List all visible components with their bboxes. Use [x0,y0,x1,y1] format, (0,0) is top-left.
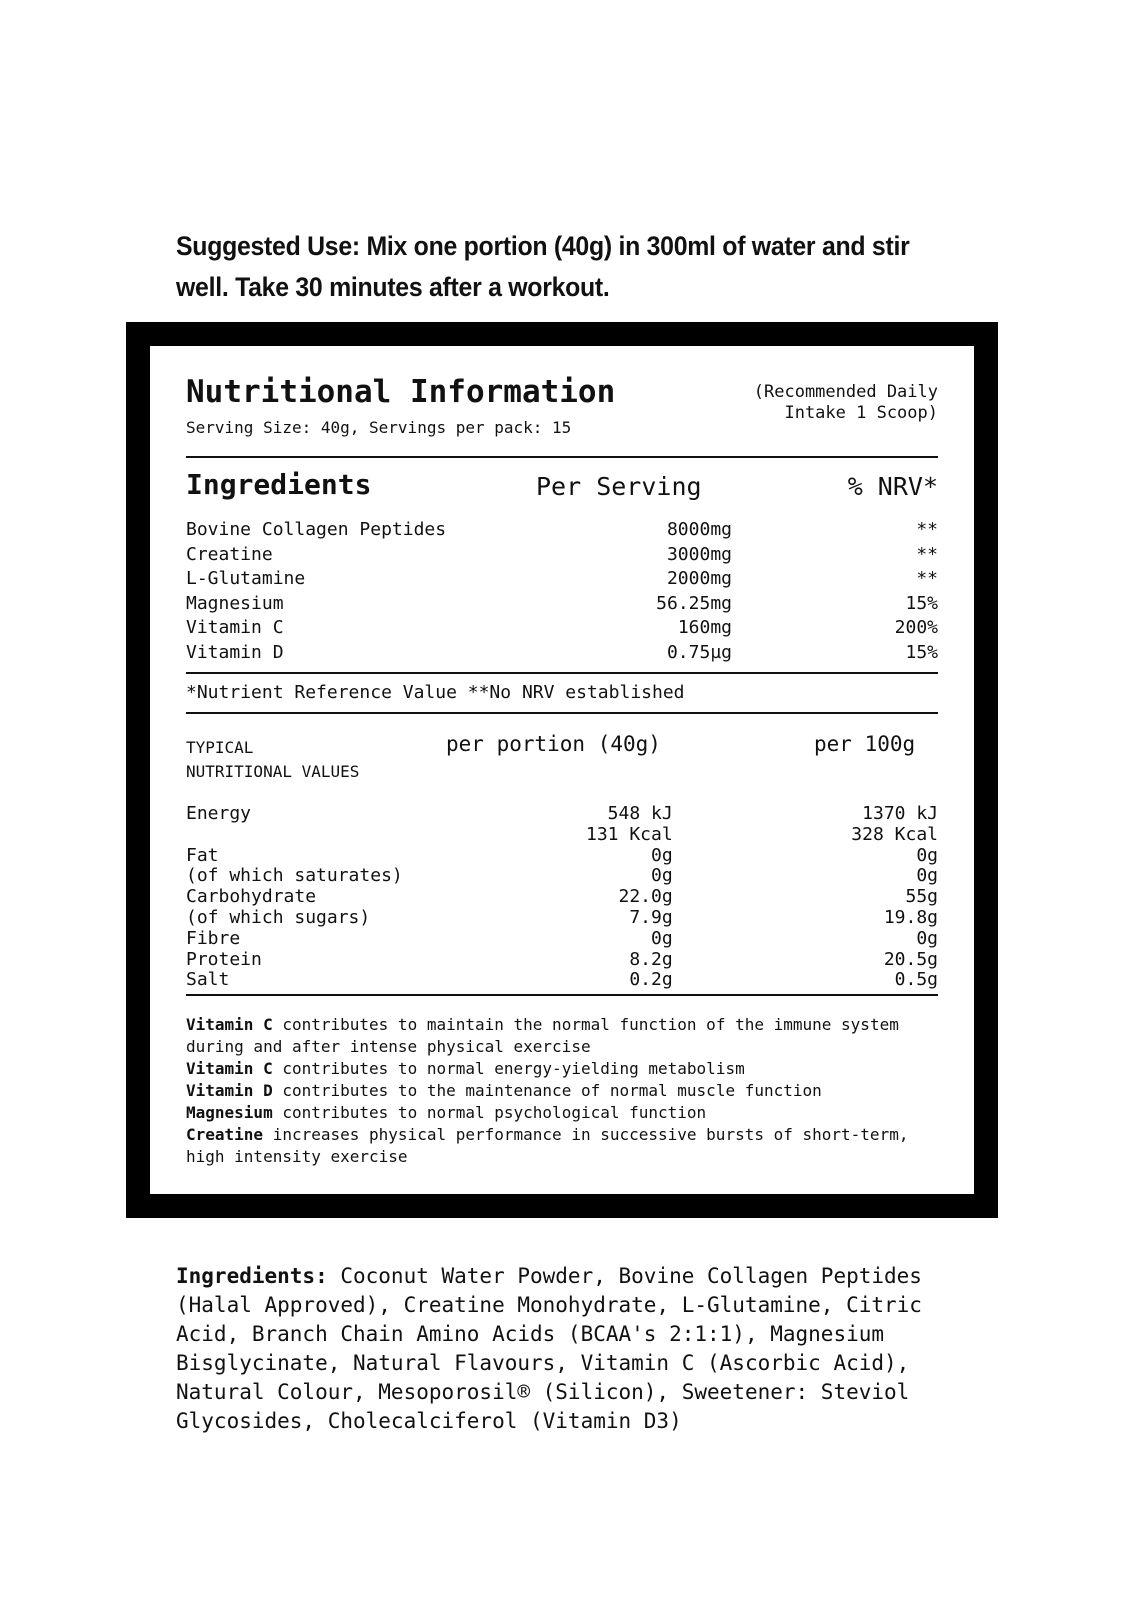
nutrient-name: Energy [186,803,252,824]
ingredient-nrv: ** [916,568,938,589]
ingredient-name: L-Glutamine [186,568,306,589]
ingredient-nrv: ** [916,543,938,565]
per-portion-value: 22.0g [618,886,673,908]
ingredient-name: Magnesium [186,592,284,614]
divider [186,456,938,458]
per-100g-value: 20.5g [883,948,938,970]
per-100g-value: 1370 kJ [862,803,938,824]
ingredients-list [176,1262,976,1436]
health-claim [186,1058,946,1080]
per-portion-value: 548 kJ [607,803,673,824]
ingredient-name: Bovine Collagen Peptides [186,519,447,540]
panel-title: Nutritional Information [186,374,616,410]
ingredient-amount: 0.75µg [666,641,732,663]
nutrition-row [186,970,938,991]
ingredient-row [186,543,938,568]
divider [186,712,938,714]
per-100g-value: 0g [916,844,938,866]
per-portion-value: 0g [651,844,673,866]
claim-text: contributes to normal energy-yielding metabolism [272,1059,745,1078]
divider [186,994,938,996]
typical-line-1: TYPICAL [186,738,254,757]
per-100g-value: 0.5g [894,969,938,991]
nutrient-name: Fat [186,844,219,866]
ingredient-amount: 160mg [677,617,732,638]
claim-text: increases physical performance in successive bursts of short-term, high intensity exercise [186,1125,909,1166]
suggested-use-label: Suggested Use: [176,231,360,261]
ingredient-row [186,592,938,617]
nutrition-table [186,804,938,991]
ingredient-nrv: 15% [905,641,938,663]
claim-nutrient: Vitamin D [186,1081,273,1100]
per-100g-value: 0g [916,865,938,887]
claim-nutrient: Vitamin C [186,1059,273,1078]
nutrient-name: Carbohydrate [186,886,317,908]
ingredient-nrv: 200% [894,617,938,638]
health-claim [186,1124,946,1168]
ingredient-name: Creatine [186,543,273,565]
claim-nutrient: Creatine [186,1125,264,1144]
nutrition-row [186,887,938,908]
per-portion-value: 7.9g [629,906,673,928]
ingredient-nrv: 15% [905,592,938,614]
ingredient-amount: 56.25mg [656,592,732,614]
suggested-use-text: Mix one portion (40g) in 300ml of water and stir well. Take 30 minutes after a workout. [176,231,910,302]
per-serving-header: Per Serving [536,472,702,501]
health-claim [186,1080,946,1102]
ingredient-nrv: ** [916,519,938,540]
health-claim [186,1102,946,1124]
claim-text: contributes to maintain the normal function of the immune system during and after intense physical exercise [186,1015,899,1056]
nutrition-row [186,866,938,887]
per-portion-header: per portion (40g) [446,732,661,756]
ingredient-row [186,518,938,543]
typical-line-2: NUTRITIONAL VALUES [186,762,360,781]
nutrition-row [186,846,938,867]
health-claim [186,1014,946,1058]
per-100g-value: 19.8g [883,906,938,928]
ingredients-list-text: Coconut Water Powder, Bovine Collagen Peptides (Halal Approved), Creatine Monohydrate, L-Glutamine, Citric Acid, Branch Chain Amino Acids (BCAA's 2:1:1), Magnesium Bisglycinate, Natural Flavours, Vitamin C (Ascorbic Acid), Natural Colour, Mesoporosil® (Silicon), Sweetener: Steviol Glycosides, Cholecalciferol (Vitamin D3) [176,1264,922,1433]
serving-size: Serving Size: 40g, Servings per pack: 15 [186,418,572,437]
nutrient-name: (of which sugars) [186,906,371,928]
ingredient-amount: 8000mg [666,519,732,540]
nutrient-name: Protein [186,948,262,970]
nutrient-name: Salt [186,969,230,991]
typical-values-label [186,736,359,784]
ingredient-row [186,567,938,592]
per-portion-value: 0g [651,865,673,887]
health-claims [186,1014,946,1168]
nutrition-row [186,929,938,950]
nutrition-panel-frame [126,322,998,1218]
ingredient-amount: 2000mg [666,568,732,589]
ingredients-table [186,518,938,665]
nutrient-name: (of which saturates) [186,865,403,887]
nutrient-name: Fibre [186,927,241,949]
per-100g-value: 328 Kcal [851,823,938,845]
claim-nutrient: Magnesium [186,1103,273,1122]
nutrition-row [186,950,938,971]
nutrition-row [186,825,938,846]
per-portion-value: 131 Kcal [585,823,673,845]
per-100g-value: 0g [916,927,938,949]
per-100g-header: per 100g [814,732,916,756]
nutrition-row [186,908,938,929]
per-portion-value: 0.2g [629,969,673,991]
ingredients-list-label: Ingredients: [176,1264,328,1288]
ingredients-header: Ingredients [186,468,372,501]
ingredient-name: Vitamin D [186,641,284,663]
ingredient-amount: 3000mg [666,543,732,565]
ingredient-name: Vitamin C [186,617,284,638]
nrv-footnote: *Nutrient Reference Value **No NRV established [186,682,685,703]
claim-text: contributes to the maintenance of normal muscle function [272,1081,822,1100]
per-portion-value: 8.2g [629,948,673,970]
divider [186,672,938,674]
nrv-header: % NRV* [847,472,938,501]
claim-text: contributes to normal psychological function [272,1103,707,1122]
ingredient-row [186,641,938,666]
nutrition-panel [150,346,974,1194]
suggested-use [176,226,912,308]
per-100g-value: 55g [905,886,938,908]
nutrient-name [186,825,583,846]
per-portion-value: 0g [651,927,673,949]
nutrition-row [186,804,938,825]
claim-nutrient: Vitamin C [186,1015,273,1034]
ingredient-row [186,616,938,641]
recommended-daily-intake: (Recommended Daily Intake 1 Scoop) [753,382,938,423]
